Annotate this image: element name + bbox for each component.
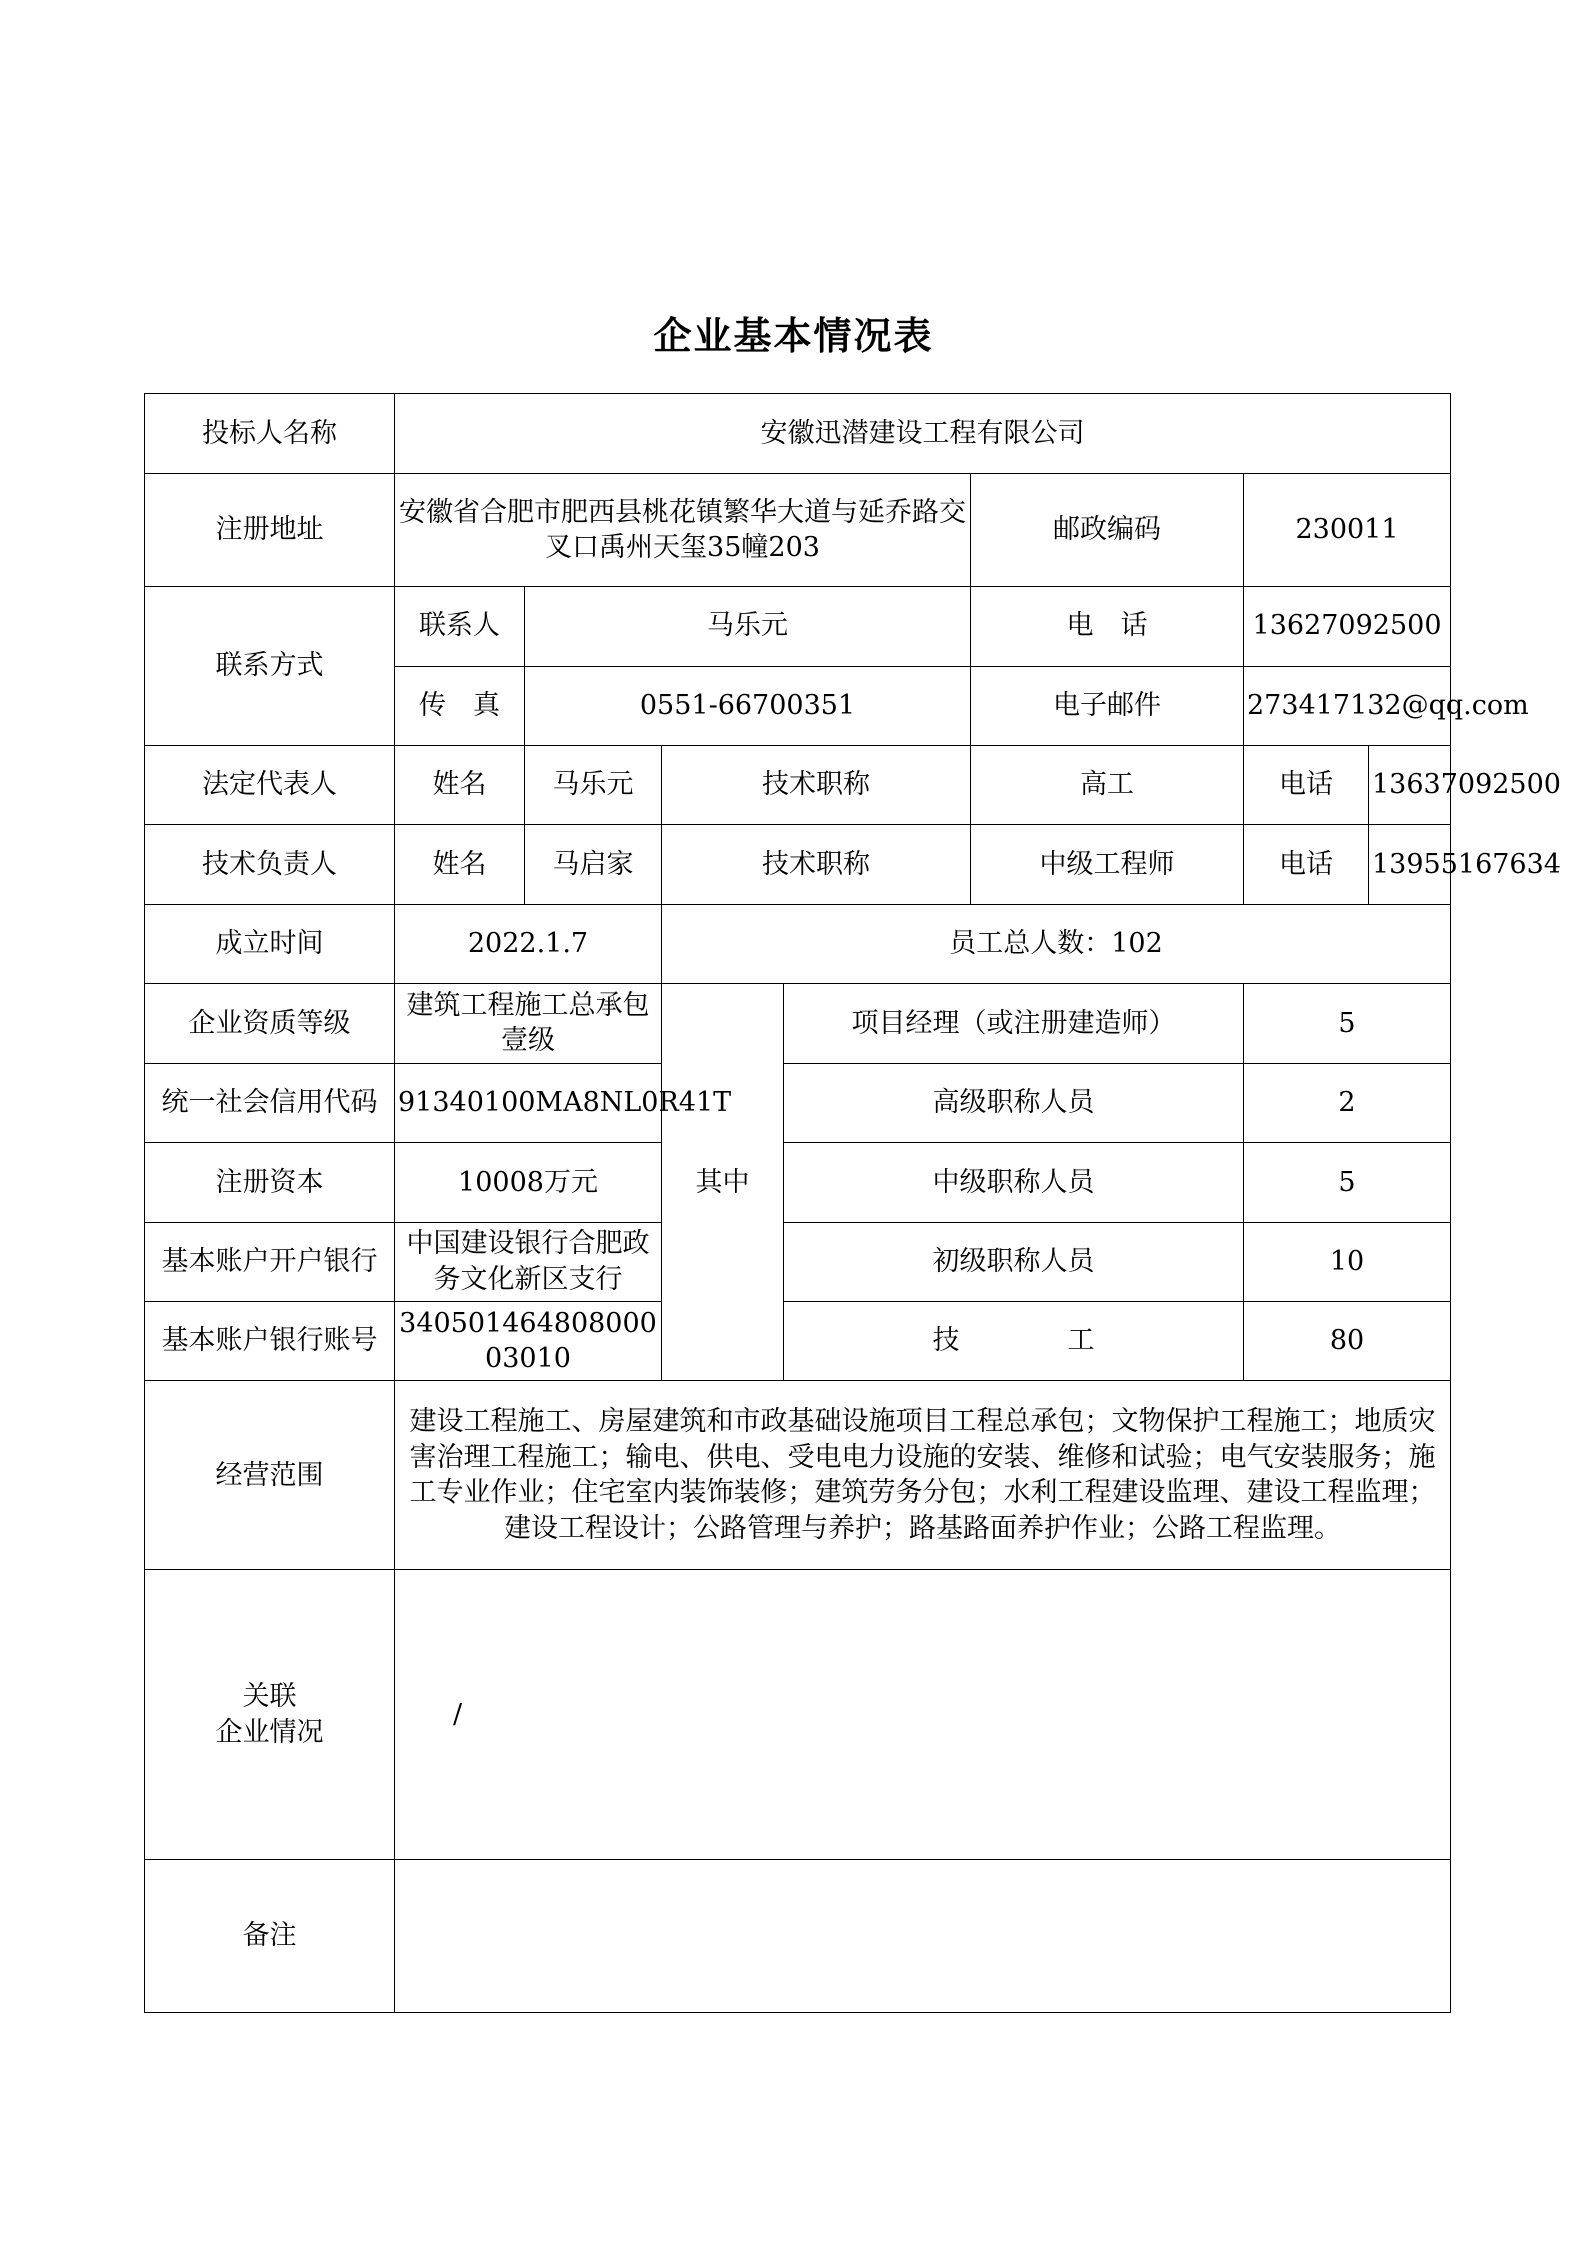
row-remarks xyxy=(145,1860,1451,2013)
qualification-label: 企业资质等级 xyxy=(145,984,395,1063)
scope-value: 建设工程施工、房屋建筑和市政基础设施项目工程总承包；文物保护工程施工；地质灾害治理工程施工；输电、供电、受电电力设施的安装、维修和试验；电气安装服务；施工专业作业；住宅室内装饰装修；建筑劳务分包；水利工程建设监理、建设工程监理；建设工程设计；公路管理与养护；路基路面养护作业；公路工程监理。 xyxy=(395,1381,1451,1570)
tech-lead-phone: 13955167634 xyxy=(1369,825,1451,904)
tech-lead-label: 技术负责人 xyxy=(145,825,395,904)
among-row-3-value: 5 xyxy=(1244,1143,1451,1222)
contact-person-label: 联系人 xyxy=(395,587,525,666)
among-row-4-value: 10 xyxy=(1244,1222,1451,1301)
legal-rep-phone-label: 电话 xyxy=(1244,745,1369,824)
bidder-label: 投标人名称 xyxy=(145,394,395,474)
row-capital xyxy=(145,1143,1451,1222)
related-value: / xyxy=(453,1698,463,1730)
row-qualification xyxy=(145,984,1451,1063)
contact-phone-value: 13627092500 xyxy=(1244,587,1451,666)
legal-rep-title: 高工 xyxy=(971,745,1244,824)
row-bank xyxy=(145,1222,1451,1301)
address-label: 注册地址 xyxy=(145,474,395,587)
tech-lead-title: 中级工程师 xyxy=(971,825,1244,904)
related-label xyxy=(145,1570,395,1860)
contact-phone-label: 电 话 xyxy=(971,587,1244,666)
capital-label: 注册资本 xyxy=(145,1143,395,1222)
staff-total: 员工总人数：102 xyxy=(662,904,1451,983)
remarks-label: 备注 xyxy=(145,1860,395,2013)
fax-label: 传 真 xyxy=(395,666,525,745)
related-label-line1: 关联 xyxy=(242,1681,297,1713)
fax-value: 0551-66700351 xyxy=(525,666,971,745)
contact-label: 联系方式 xyxy=(145,587,395,746)
legal-rep-name-label: 姓名 xyxy=(395,745,525,824)
email-value: 273417132@qq.com xyxy=(1244,666,1451,745)
qualification-value: 建筑工程施工总承包壹级 xyxy=(395,984,662,1063)
tech-lead-name-label: 姓名 xyxy=(395,825,525,904)
tech-lead-phone-label: 电话 xyxy=(1244,825,1369,904)
row-scope xyxy=(145,1381,1451,1570)
scope-label: 经营范围 xyxy=(145,1381,395,1570)
account-label: 基本账户银行账号 xyxy=(145,1302,395,1381)
capital-value: 10008万元 xyxy=(395,1143,662,1222)
legal-rep-name: 马乐元 xyxy=(525,745,662,824)
page-title: 企业基本情况表 xyxy=(653,314,934,358)
bank-value: 中国建设银行合肥政务文化新区支行 xyxy=(395,1222,662,1301)
row-credit-code xyxy=(145,1063,1451,1142)
email-label: 电子邮件 xyxy=(971,666,1244,745)
legal-rep-label: 法定代表人 xyxy=(145,745,395,824)
remarks-value xyxy=(395,1860,1451,2013)
postcode-label: 邮政编码 xyxy=(971,474,1244,587)
among-row-2-label: 高级职称人员 xyxy=(784,1063,1244,1142)
among-row-1-value: 5 xyxy=(1244,984,1451,1063)
contact-person-value: 马乐元 xyxy=(525,587,971,666)
among-row-2-value: 2 xyxy=(1244,1063,1451,1142)
legal-rep-phone: 13637092500 xyxy=(1369,745,1451,824)
row-related xyxy=(145,1570,1451,1860)
company-info-table xyxy=(144,393,1561,2013)
among-row-3-label: 中级职称人员 xyxy=(784,1143,1244,1222)
credit-code-value: 91340100MA8NL0R41T xyxy=(395,1063,662,1142)
row-address xyxy=(145,474,1451,587)
legal-rep-title-label: 技术职称 xyxy=(662,745,971,824)
related-label-line2: 企业情况 xyxy=(215,1716,324,1748)
among-row-5-label: 技 工 xyxy=(784,1302,1244,1381)
row-contact-1 xyxy=(145,587,1451,666)
founded-value: 2022.1.7 xyxy=(395,904,662,983)
founded-label: 成立时间 xyxy=(145,904,395,983)
among-row-1-label: 项目经理（或注册建造师） xyxy=(784,984,1244,1063)
account-value: 34050146480800003010 xyxy=(395,1302,662,1381)
bank-label: 基本账户开户银行 xyxy=(145,1222,395,1301)
among-row-5-value: 80 xyxy=(1244,1302,1451,1381)
related-value-cell xyxy=(395,1570,1451,1860)
tech-lead-title-label: 技术职称 xyxy=(662,825,971,904)
row-account xyxy=(145,1302,1451,1381)
row-legal-rep xyxy=(145,745,1451,824)
row-bidder xyxy=(145,394,1451,474)
among-row-4-label: 初级职称人员 xyxy=(784,1222,1244,1301)
postcode-value: 230011 xyxy=(1244,474,1451,587)
credit-code-label: 统一社会信用代码 xyxy=(145,1063,395,1142)
tech-lead-name: 马启家 xyxy=(525,825,662,904)
row-founded xyxy=(145,904,1451,983)
bidder-value: 安徽迅潜建设工程有限公司 xyxy=(395,394,1451,474)
address-value: 安徽省合肥市肥西县桃花镇繁华大道与延乔路交叉口禹州天玺35幢203 xyxy=(395,474,971,587)
row-tech-lead xyxy=(145,825,1451,904)
among-label: 其中 xyxy=(662,984,784,1381)
